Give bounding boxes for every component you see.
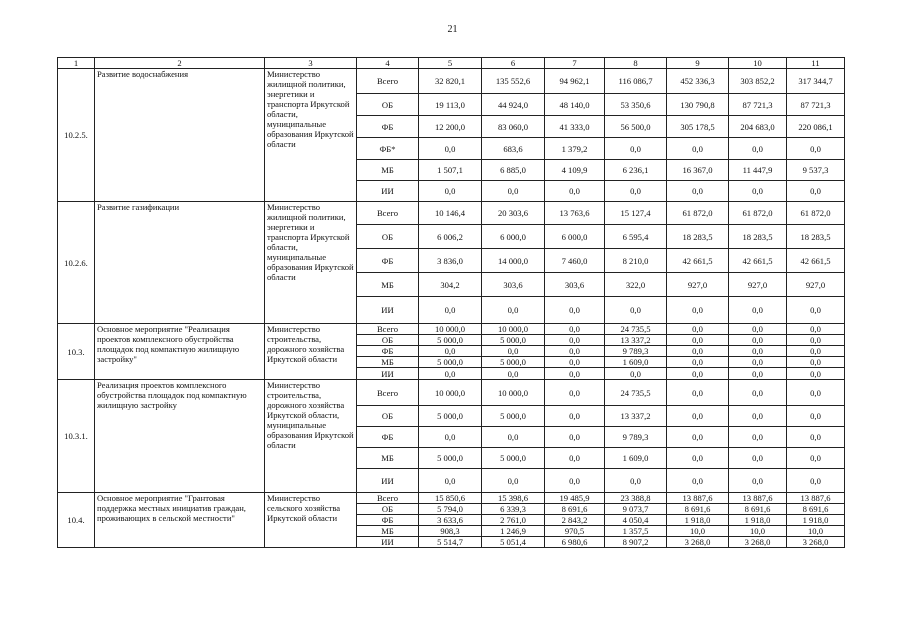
- amount-cell: 0,0: [787, 469, 845, 493]
- amount-cell: 0,0: [729, 469, 787, 493]
- amount-cell: 13 887,6: [667, 493, 729, 504]
- funding-source: Всего: [357, 202, 419, 225]
- amount-cell: 0,0: [667, 297, 729, 324]
- amount-cell: 908,3: [419, 526, 482, 537]
- amount-cell: 1 918,0: [787, 515, 845, 526]
- responsible-executor: Министерство жилищной политики, энергетики и транспорта Иркутской области, муниципальные образования Иркутской области: [265, 202, 357, 324]
- amount-cell: 0,0: [787, 406, 845, 427]
- amount-cell: 8 691,6: [787, 504, 845, 515]
- funding-source: МБ: [357, 160, 419, 181]
- amount-cell: 0,0: [545, 368, 605, 380]
- amount-cell: 303,6: [482, 273, 545, 297]
- amount-cell: 10,0: [787, 526, 845, 537]
- responsible-executor: Министерство сельского хозяйства Иркутской области: [265, 493, 357, 548]
- amount-cell: 0,0: [787, 380, 845, 406]
- amount-cell: 56 500,0: [605, 116, 667, 138]
- table-row: [58, 380, 845, 406]
- amount-cell: 0,0: [729, 380, 787, 406]
- responsible-executor: Министерство строительства, дорожного хозяйства Иркутской области: [265, 324, 357, 380]
- funding-source: Всего: [357, 69, 419, 94]
- amount-cell: 18 283,5: [667, 225, 729, 249]
- amount-cell: 0,0: [667, 406, 729, 427]
- amount-cell: 10,0: [729, 526, 787, 537]
- amount-cell: 13 887,6: [729, 493, 787, 504]
- amount-cell: 6 339,3: [482, 504, 545, 515]
- amount-cell: 0,0: [545, 335, 605, 346]
- amount-cell: 0,0: [729, 324, 787, 335]
- amount-cell: 5 000,0: [419, 448, 482, 469]
- amount-cell: 3 268,0: [787, 537, 845, 548]
- amount-cell: 87 721,3: [729, 94, 787, 116]
- funding-source: ОБ: [357, 406, 419, 427]
- amount-cell: 0,0: [787, 427, 845, 448]
- amount-cell: 1 379,2: [545, 138, 605, 160]
- amount-cell: 3 268,0: [729, 537, 787, 548]
- amount-cell: 8 210,0: [605, 249, 667, 273]
- amount-cell: 0,0: [419, 138, 482, 160]
- amount-cell: 6 236,1: [605, 160, 667, 181]
- amount-cell: 0,0: [545, 448, 605, 469]
- amount-cell: 927,0: [729, 273, 787, 297]
- funding-source: ОБ: [357, 225, 419, 249]
- amount-cell: 0,0: [482, 297, 545, 324]
- amount-cell: 0,0: [605, 181, 667, 202]
- amount-cell: 9 789,3: [605, 346, 667, 357]
- amount-cell: 0,0: [787, 346, 845, 357]
- amount-cell: 20 303,6: [482, 202, 545, 225]
- amount-cell: 303,6: [545, 273, 605, 297]
- amount-cell: 18 283,5: [787, 225, 845, 249]
- amount-cell: 10,0: [667, 526, 729, 537]
- funding-source: ИИ: [357, 537, 419, 548]
- amount-cell: 204 683,0: [729, 116, 787, 138]
- amount-cell: 0,0: [667, 357, 729, 368]
- amount-cell: 9 789,3: [605, 427, 667, 448]
- amount-cell: 683,6: [482, 138, 545, 160]
- amount-cell: 0,0: [667, 138, 729, 160]
- amount-cell: 14 000,0: [482, 249, 545, 273]
- amount-cell: 18 283,5: [729, 225, 787, 249]
- amount-cell: 0,0: [787, 335, 845, 346]
- amount-cell: 0,0: [419, 297, 482, 324]
- amount-cell: 0,0: [667, 335, 729, 346]
- amount-cell: 1 246,9: [482, 526, 545, 537]
- amount-cell: 0,0: [667, 448, 729, 469]
- funding-source: ФБ: [357, 427, 419, 448]
- amount-cell: 220 086,1: [787, 116, 845, 138]
- amount-cell: 303 852,2: [729, 69, 787, 94]
- funding-source: ИИ: [357, 469, 419, 493]
- amount-cell: 10 000,0: [419, 324, 482, 335]
- amount-cell: 24 735,5: [605, 380, 667, 406]
- amount-cell: 2 761,0: [482, 515, 545, 526]
- budget-table: [57, 57, 845, 548]
- amount-cell: 15 127,4: [605, 202, 667, 225]
- amount-cell: 42 661,5: [667, 249, 729, 273]
- amount-cell: 0,0: [482, 346, 545, 357]
- amount-cell: 8 907,2: [605, 537, 667, 548]
- amount-cell: 452 336,3: [667, 69, 729, 94]
- amount-cell: 927,0: [667, 273, 729, 297]
- amount-cell: 19 485,9: [545, 493, 605, 504]
- amount-cell: 6 000,0: [545, 225, 605, 249]
- amount-cell: 44 924,0: [482, 94, 545, 116]
- amount-cell: 0,0: [545, 357, 605, 368]
- amount-cell: 53 350,6: [605, 94, 667, 116]
- amount-cell: 0,0: [667, 469, 729, 493]
- responsible-executor: Министерство жилищной политики, энергетики и транспорта Иркутской области, муниципальные образования Иркутской области: [265, 69, 357, 202]
- amount-cell: 0,0: [787, 181, 845, 202]
- amount-cell: 116 086,7: [605, 69, 667, 94]
- amount-cell: 6 006,2: [419, 225, 482, 249]
- amount-cell: 130 790,8: [667, 94, 729, 116]
- amount-cell: 0,0: [667, 324, 729, 335]
- funding-source: Всего: [357, 380, 419, 406]
- amount-cell: 6 885,0: [482, 160, 545, 181]
- amount-cell: 0,0: [545, 427, 605, 448]
- amount-cell: 0,0: [419, 427, 482, 448]
- amount-cell: 5 514,7: [419, 537, 482, 548]
- amount-cell: 8 691,6: [667, 504, 729, 515]
- amount-cell: 61 872,0: [667, 202, 729, 225]
- amount-cell: 13 337,2: [605, 335, 667, 346]
- amount-cell: 305 178,5: [667, 116, 729, 138]
- amount-cell: 2 843,2: [545, 515, 605, 526]
- amount-cell: 9 537,3: [787, 160, 845, 181]
- amount-cell: 6 595,4: [605, 225, 667, 249]
- amount-cell: 0,0: [729, 448, 787, 469]
- amount-cell: 0,0: [545, 469, 605, 493]
- amount-cell: 0,0: [729, 427, 787, 448]
- amount-cell: 0,0: [667, 181, 729, 202]
- amount-cell: 0,0: [667, 346, 729, 357]
- amount-cell: 0,0: [667, 368, 729, 380]
- amount-cell: 0,0: [787, 448, 845, 469]
- responsible-executor: Министерство строительства, дорожного хозяйства Иркутской области, муниципальные образования Иркутской области: [265, 380, 357, 493]
- column-number-cell: 8: [605, 58, 667, 69]
- amount-cell: 4 050,4: [605, 515, 667, 526]
- activity-code: 10.4.: [58, 493, 95, 548]
- amount-cell: 5 000,0: [419, 357, 482, 368]
- amount-cell: 0,0: [667, 380, 729, 406]
- amount-cell: 0,0: [545, 406, 605, 427]
- amount-cell: 0,0: [419, 346, 482, 357]
- amount-cell: 0,0: [482, 427, 545, 448]
- funding-source: Всего: [357, 493, 419, 504]
- amount-cell: 5 794,0: [419, 504, 482, 515]
- column-number-cell: 9: [667, 58, 729, 69]
- activity-code: 10.3.1.: [58, 380, 95, 493]
- amount-cell: 1 507,1: [419, 160, 482, 181]
- activity-code: 10.2.6.: [58, 202, 95, 324]
- amount-cell: 304,2: [419, 273, 482, 297]
- amount-cell: 0,0: [545, 181, 605, 202]
- amount-cell: 0,0: [729, 357, 787, 368]
- amount-cell: 13 763,6: [545, 202, 605, 225]
- column-number-cell: 5: [419, 58, 482, 69]
- table-row: [58, 493, 845, 504]
- activity-name: Основное мероприятие "Реализация проектов комплексного обустройства площадок под компактную жилищную застройку": [95, 324, 265, 380]
- amount-cell: 0,0: [605, 368, 667, 380]
- amount-cell: 83 060,0: [482, 116, 545, 138]
- amount-cell: 0,0: [605, 297, 667, 324]
- table-row: [58, 202, 845, 225]
- amount-cell: 16 367,0: [667, 160, 729, 181]
- column-number-cell: 7: [545, 58, 605, 69]
- activity-name: Развитие газификации: [95, 202, 265, 324]
- funding-source: ОБ: [357, 335, 419, 346]
- amount-cell: 1 609,0: [605, 357, 667, 368]
- amount-cell: 5 051,4: [482, 537, 545, 548]
- amount-cell: 0,0: [729, 346, 787, 357]
- funding-source: ИИ: [357, 181, 419, 202]
- amount-cell: 5 000,0: [482, 448, 545, 469]
- amount-cell: 4 109,9: [545, 160, 605, 181]
- table-row: [58, 69, 845, 94]
- amount-cell: 10 146,4: [419, 202, 482, 225]
- activity-name: Реализация проектов комплексного обустройства площадок под компактную жилищную застройку: [95, 380, 265, 493]
- funding-source: ОБ: [357, 504, 419, 515]
- funding-source: ФБ*: [357, 138, 419, 160]
- column-number-cell: 1: [58, 58, 95, 69]
- amount-cell: 0,0: [605, 138, 667, 160]
- amount-cell: 0,0: [545, 380, 605, 406]
- amount-cell: 0,0: [545, 346, 605, 357]
- amount-cell: 5 000,0: [482, 406, 545, 427]
- column-number-cell: 11: [787, 58, 845, 69]
- amount-cell: 3 268,0: [667, 537, 729, 548]
- amount-cell: 0,0: [482, 469, 545, 493]
- amount-cell: 24 735,5: [605, 324, 667, 335]
- amount-cell: 0,0: [545, 297, 605, 324]
- amount-cell: 0,0: [729, 406, 787, 427]
- amount-cell: 94 962,1: [545, 69, 605, 94]
- column-number-cell: 3: [265, 58, 357, 69]
- amount-cell: 11 447,9: [729, 160, 787, 181]
- amount-cell: 970,5: [545, 526, 605, 537]
- amount-cell: 1 609,0: [605, 448, 667, 469]
- amount-cell: 1 918,0: [729, 515, 787, 526]
- amount-cell: 15 398,6: [482, 493, 545, 504]
- amount-cell: 10 000,0: [419, 380, 482, 406]
- amount-cell: 1 357,5: [605, 526, 667, 537]
- funding-source: ИИ: [357, 368, 419, 380]
- amount-cell: 0,0: [729, 297, 787, 324]
- amount-cell: 6 000,0: [482, 225, 545, 249]
- amount-cell: 5 000,0: [482, 357, 545, 368]
- amount-cell: 0,0: [729, 181, 787, 202]
- activity-code: 10.3.: [58, 324, 95, 380]
- amount-cell: 61 872,0: [729, 202, 787, 225]
- funding-source: МБ: [357, 526, 419, 537]
- amount-cell: 5 000,0: [419, 335, 482, 346]
- amount-cell: 0,0: [787, 357, 845, 368]
- column-number-cell: 2: [95, 58, 265, 69]
- amount-cell: 0,0: [605, 469, 667, 493]
- amount-cell: 0,0: [545, 324, 605, 335]
- amount-cell: 87 721,3: [787, 94, 845, 116]
- amount-cell: 1 918,0: [667, 515, 729, 526]
- amount-cell: 61 872,0: [787, 202, 845, 225]
- amount-cell: 0,0: [419, 368, 482, 380]
- funding-source: ФБ: [357, 249, 419, 273]
- amount-cell: 0,0: [787, 138, 845, 160]
- activity-code: 10.2.5.: [58, 69, 95, 202]
- amount-cell: 13 337,2: [605, 406, 667, 427]
- activity-name: Основное мероприятие "Грантовая поддержка местных инициатив граждан, проживающих в сельской местности": [95, 493, 265, 548]
- amount-cell: 9 073,7: [605, 504, 667, 515]
- amount-cell: 322,0: [605, 273, 667, 297]
- amount-cell: 7 460,0: [545, 249, 605, 273]
- amount-cell: 32 820,1: [419, 69, 482, 94]
- amount-cell: 23 388,8: [605, 493, 667, 504]
- amount-cell: 927,0: [787, 273, 845, 297]
- amount-cell: 8 691,6: [545, 504, 605, 515]
- amount-cell: 0,0: [667, 427, 729, 448]
- amount-cell: 0,0: [419, 181, 482, 202]
- funding-source: Всего: [357, 324, 419, 335]
- table-row: [58, 324, 845, 335]
- amount-cell: 42 661,5: [787, 249, 845, 273]
- amount-cell: 0,0: [482, 181, 545, 202]
- amount-cell: 0,0: [787, 324, 845, 335]
- funding-source: ФБ: [357, 515, 419, 526]
- amount-cell: 0,0: [787, 368, 845, 380]
- funding-source: ФБ: [357, 116, 419, 138]
- amount-cell: 42 661,5: [729, 249, 787, 273]
- amount-cell: 6 980,6: [545, 537, 605, 548]
- amount-cell: 135 552,6: [482, 69, 545, 94]
- column-number-row: [58, 58, 845, 69]
- amount-cell: 0,0: [787, 297, 845, 324]
- amount-cell: 19 113,0: [419, 94, 482, 116]
- column-number-cell: 10: [729, 58, 787, 69]
- amount-cell: 0,0: [729, 335, 787, 346]
- amount-cell: 10 000,0: [482, 380, 545, 406]
- amount-cell: 12 200,0: [419, 116, 482, 138]
- funding-source: ФБ: [357, 346, 419, 357]
- amount-cell: 10 000,0: [482, 324, 545, 335]
- column-number-cell: 4: [357, 58, 419, 69]
- page-number: 21: [447, 24, 458, 35]
- amount-cell: 41 333,0: [545, 116, 605, 138]
- amount-cell: 5 000,0: [482, 335, 545, 346]
- amount-cell: 317 344,7: [787, 69, 845, 94]
- amount-cell: 0,0: [729, 138, 787, 160]
- amount-cell: 13 887,6: [787, 493, 845, 504]
- funding-source: МБ: [357, 273, 419, 297]
- amount-cell: 0,0: [482, 368, 545, 380]
- funding-source: МБ: [357, 357, 419, 368]
- funding-source: ИИ: [357, 297, 419, 324]
- amount-cell: 3 633,6: [419, 515, 482, 526]
- activity-name: Развитие водоснабжения: [95, 69, 265, 202]
- amount-cell: 0,0: [419, 469, 482, 493]
- amount-cell: 5 000,0: [419, 406, 482, 427]
- amount-cell: 3 836,0: [419, 249, 482, 273]
- funding-source: ОБ: [357, 94, 419, 116]
- funding-source: МБ: [357, 448, 419, 469]
- amount-cell: 48 140,0: [545, 94, 605, 116]
- amount-cell: 8 691,6: [729, 504, 787, 515]
- amount-cell: 0,0: [729, 368, 787, 380]
- column-number-cell: 6: [482, 58, 545, 69]
- amount-cell: 15 850,6: [419, 493, 482, 504]
